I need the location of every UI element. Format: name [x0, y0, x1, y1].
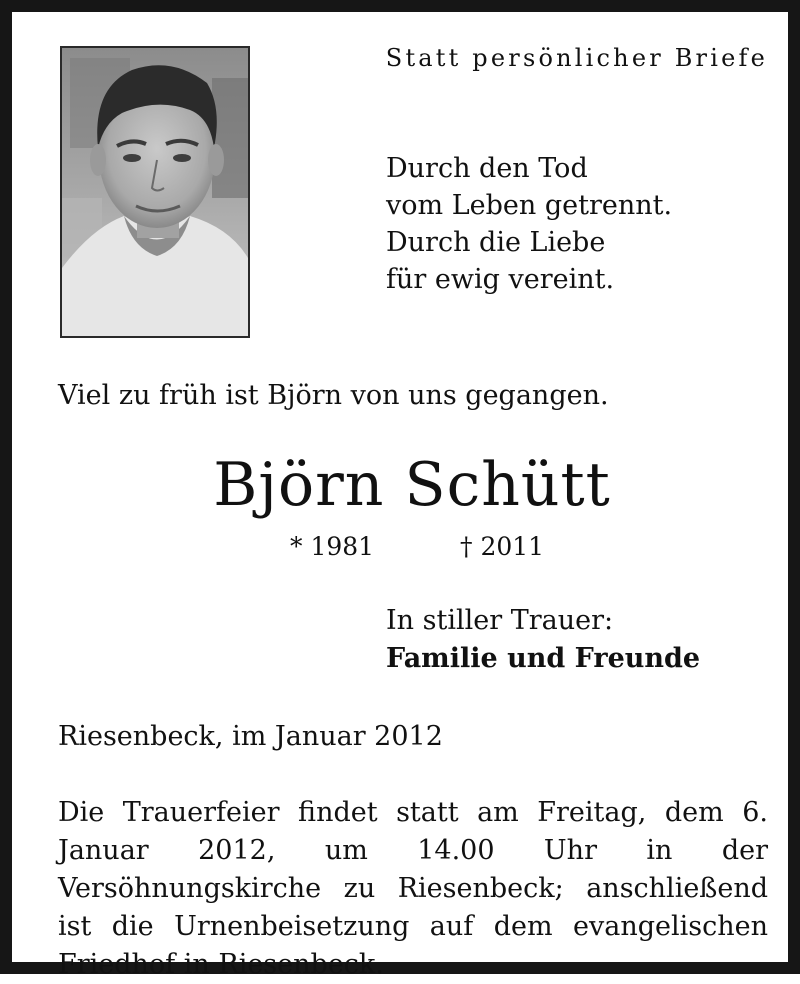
verse-line: Durch die Liebe: [386, 227, 606, 258]
mourning-label: In stiller Trauer:: [386, 605, 614, 636]
verse-line: für ewig vereint.: [386, 264, 615, 295]
mourning-block: [386, 602, 700, 678]
deceased-name: Björn Schütt: [213, 450, 611, 520]
intro-text: Viel zu früh ist Björn von uns gegangen.: [58, 380, 609, 411]
place-date: Riesenbeck, im Januar 2012: [58, 721, 443, 752]
death-year: † 2011: [460, 532, 545, 561]
portrait-photo: [60, 46, 250, 338]
mourners-signature: Familie und Freunde: [386, 643, 701, 674]
birth-year: * 1981: [290, 532, 375, 561]
funeral-info: Die Trauerfeier findet statt am Freitag, dem 6. Januar 2012, um 14.00 Uhr in der Versöhnungskirche zu Riesenbeck; anschließend ist die Urnenbeisetzung auf dem evangelischen Friedhof in Riesenbeck.: [58, 797, 768, 980]
verse-line: vom Leben getrennt.: [386, 190, 673, 221]
memorial-verse: [386, 150, 672, 298]
verse-line: Durch den Tod: [386, 153, 588, 184]
heading: Statt persönlicher Briefe: [385, 44, 768, 72]
